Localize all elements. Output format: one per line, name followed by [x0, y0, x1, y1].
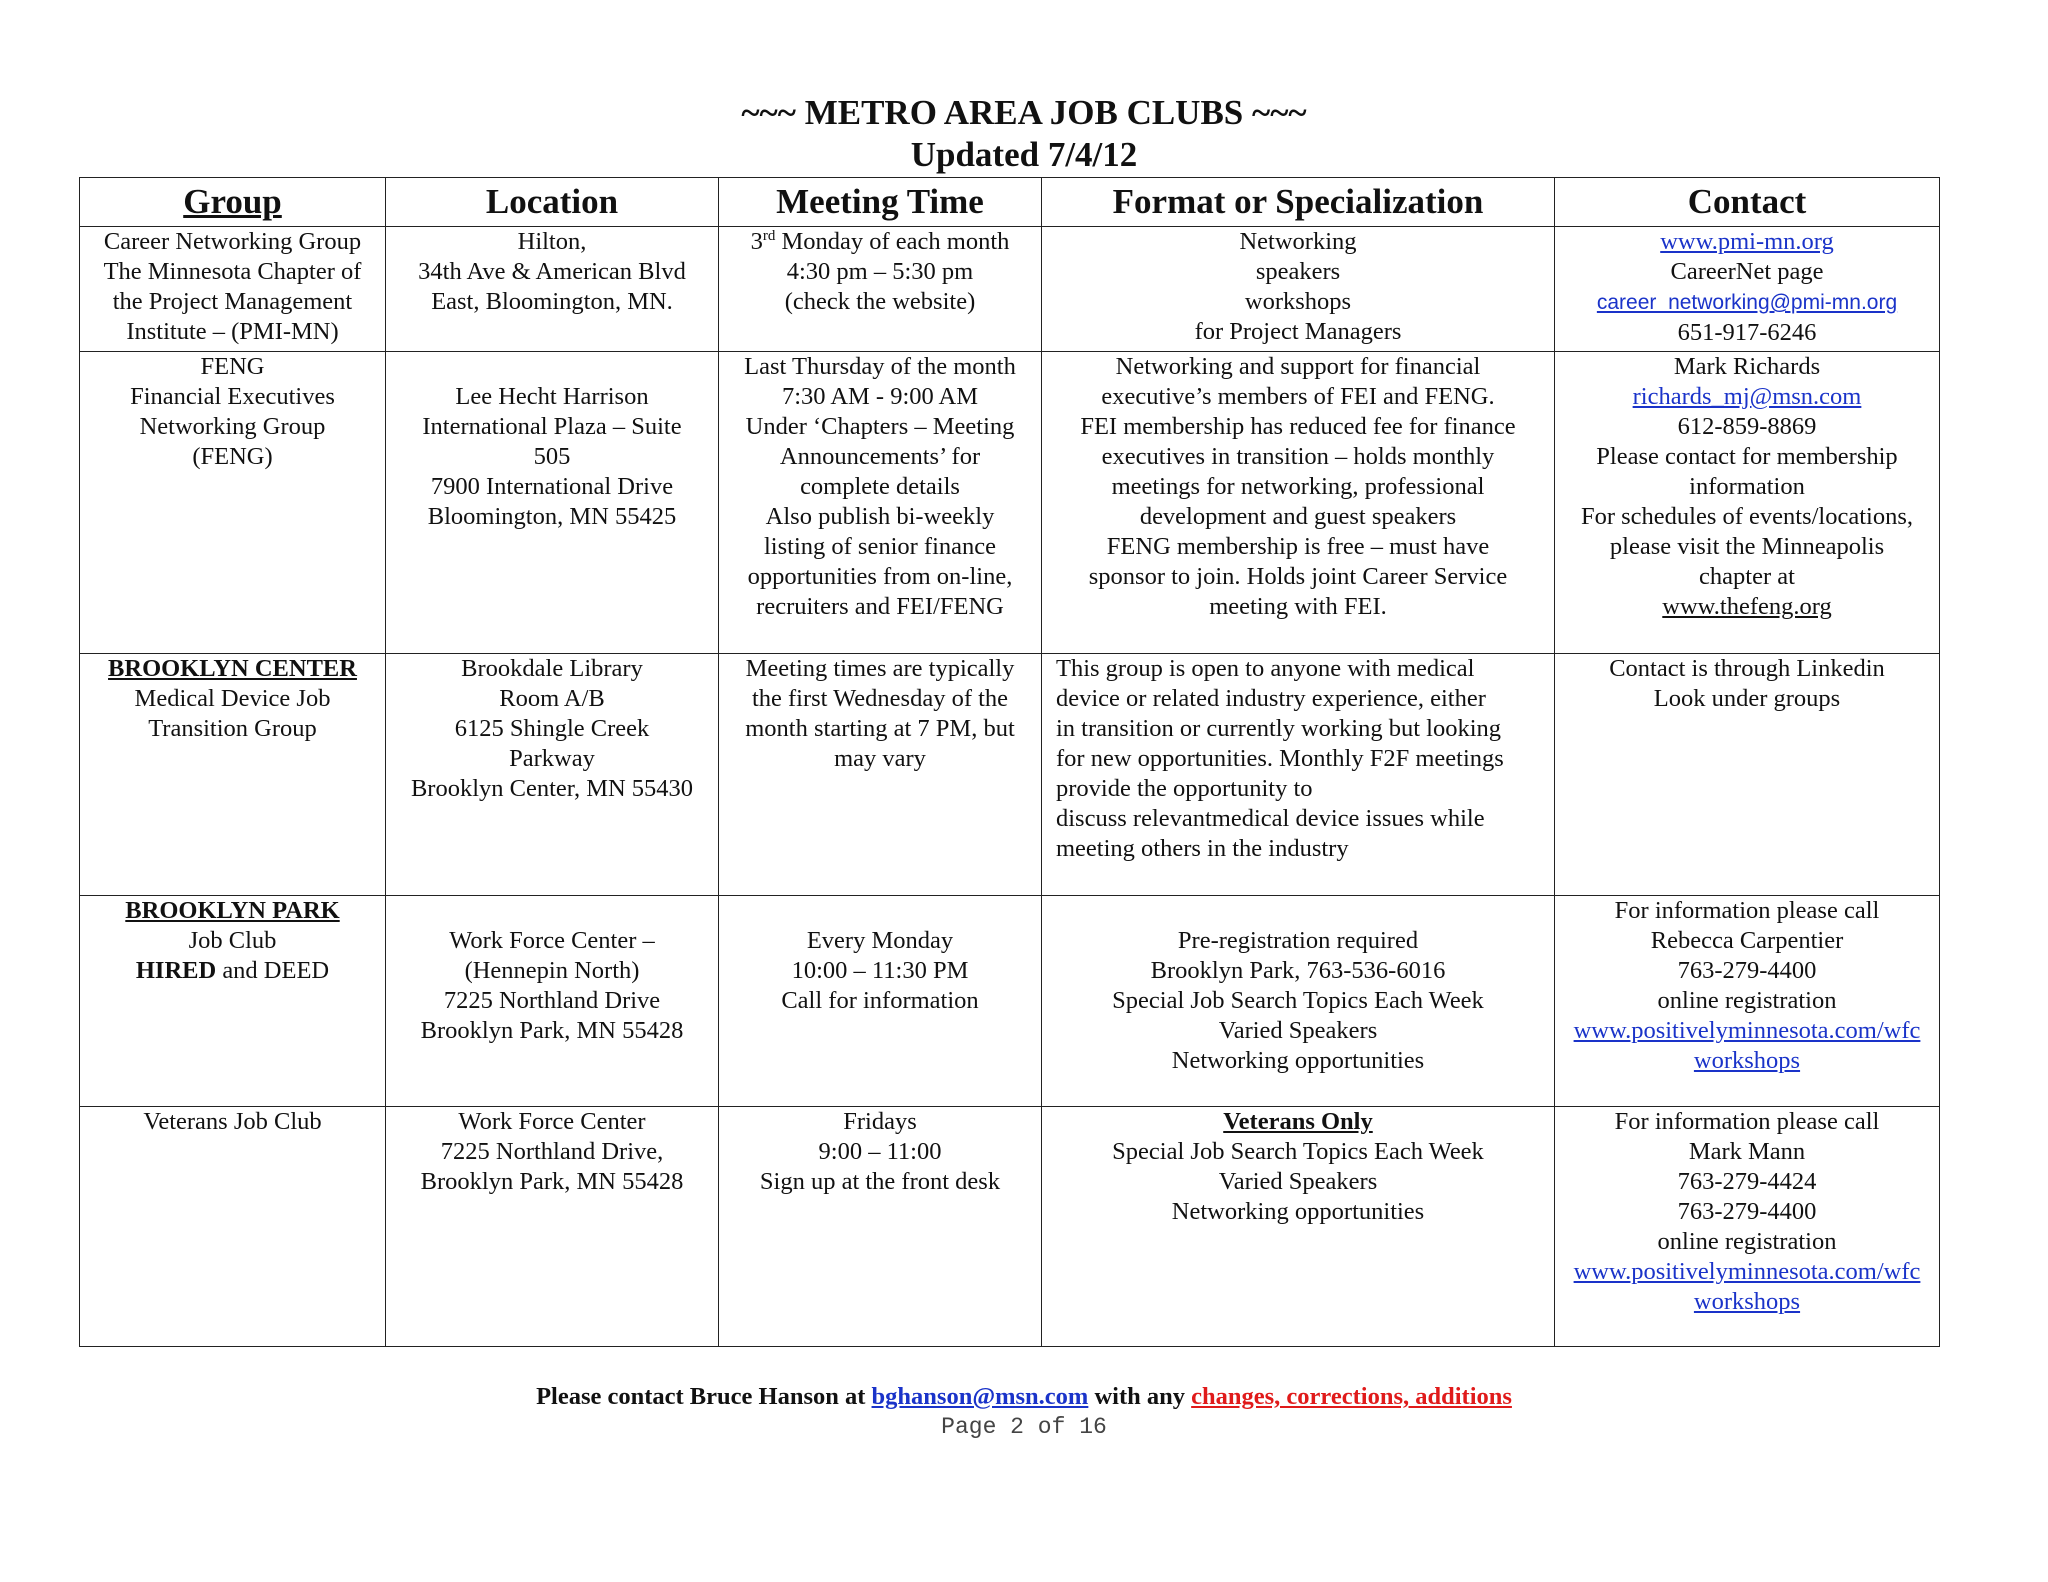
- format-cell: Veterans Only Special Job Search Topics Each Week Varied Speakers Networking opportunities: [1042, 1107, 1555, 1347]
- meeting-time-cell: Last Thursday of the month 7:30 AM - 9:00 AM Under ‘Chapters – Meeting Announcements’ for complete details Also publish bi-weekly listing of senior finance opportunities from on-line, recruiters and FEI/FENG: [719, 352, 1042, 654]
- table-row: [80, 654, 1940, 896]
- wfc-workshops-link[interactable]: www.positivelyminnesota.com/wfc: [1573, 1258, 1921, 1285]
- footer-highlight: changes, corrections, additions: [1191, 1383, 1512, 1410]
- group-cell: FENG Financial Executives Networking Group (FENG): [80, 352, 386, 654]
- location-cell: Work Force Center 7225 Northland Drive, Brooklyn Park, MN 55428: [386, 1107, 719, 1347]
- wfc-workshops-link[interactable]: www.positivelyminnesota.com/wfc: [1573, 1017, 1921, 1044]
- meeting-time-cell: Fridays 9:00 – 11:00 Sign up at the front desk: [719, 1107, 1042, 1347]
- location-cell: Lee Hecht Harrison International Plaza – Suite 505 7900 International Drive Bloomington, MN 55425: [386, 352, 719, 654]
- group-cell: Career Networking Group The Minnesota Chapter of the Project Management Institute – (PMI-MN): [80, 227, 386, 352]
- column-header-group: Group: [80, 178, 386, 227]
- contact-cell: Mark Richards richards_mj@msn.com 612-859-8869 Please contact for membership information For schedules of events/locations, please visit the Minneapolis chapter at www.thefeng.org: [1555, 352, 1940, 654]
- group-cell: Veterans Job Club: [80, 1107, 386, 1347]
- format-cell: Pre-registration required Brooklyn Park, 763-536-6016 Special Job Search Topics Each Week Varied Speakers Networking opportunities: [1042, 896, 1555, 1107]
- meeting-time-cell: Meeting times are typically the first Wednesday of the month starting at 7 PM, but may vary: [719, 654, 1042, 896]
- table-header-row: [80, 178, 1940, 227]
- contact-cell: www.pmi-mn.org CareerNet page career_networking@pmi-mn.org 651-917-6246: [1555, 227, 1940, 352]
- column-header-meeting-time: Meeting Time: [719, 178, 1042, 227]
- contact-cell: For information please call Mark Mann 763-279-4424 763-279-4400 online registration www.positivelyminnesota.com/wfc workshops: [1555, 1107, 1940, 1347]
- feng-website-link[interactable]: www.thefeng.org: [1662, 593, 1832, 620]
- group-heading: BROOKLYN CENTER: [108, 655, 357, 682]
- pmi-email-link[interactable]: career_networking@pmi-mn.org: [1596, 291, 1898, 314]
- page-number: Page 2 of 16: [941, 1414, 1107, 1440]
- column-header-location: Location: [386, 178, 719, 227]
- column-header-contact: Contact: [1555, 178, 1940, 227]
- veterans-only-heading: Veterans Only: [1223, 1108, 1373, 1135]
- footer-prefix: Please contact Bruce Hanson at: [536, 1383, 872, 1410]
- meeting-time-cell: Every Monday 10:00 – 11:30 PM Call for information: [719, 896, 1042, 1107]
- wfc-workshops-link-continued[interactable]: workshops: [1693, 1047, 1801, 1074]
- group-cell: BROOKLYN PARK Job Club HIRED and DEED: [80, 896, 386, 1107]
- feng-email-link[interactable]: richards_mj@msn.com: [1632, 383, 1862, 410]
- table-row: [80, 227, 1940, 352]
- table-row: [80, 896, 1940, 1107]
- job-clubs-table: [79, 177, 1940, 1347]
- location-cell: Brookdale Library Room A/B 6125 Shingle Creek Parkway Brooklyn Center, MN 55430: [386, 654, 719, 896]
- format-cell: Networking and support for financial executive’s members of FEI and FENG. FEI membership has reduced fee for finance executives in transition – holds monthly meetings for networking, professional development and guest speakers FENG membership is free – must have sponsor to join. Holds joint Career Service meeting with FEI.: [1042, 352, 1555, 654]
- contact-cell: For information please call Rebecca Carpentier 763-279-4400 online registration www.positivelyminnesota.com/wfc workshops: [1555, 896, 1940, 1107]
- footer-note: [0, 1382, 2048, 1412]
- title-line: ~~~ METRO AREA JOB CLUBS ~~~: [741, 93, 1307, 132]
- meeting-time-cell: 3rd Monday of each month 4:30 pm – 5:30 pm (check the website): [719, 227, 1042, 352]
- footer-email-link[interactable]: bghanson@msn.com: [871, 1383, 1089, 1410]
- table-row: [80, 352, 1940, 654]
- updated-line: Updated 7/4/12: [910, 135, 1138, 174]
- format-cell: Networking speakers workshops for Project Managers: [1042, 227, 1555, 352]
- format-cell: This group is open to anyone with medical device or related industry experience, either in transition or currently working but looking for new opportunities. Monthly F2F meetings provide the opportunity to discuss relevantmedical device issues while meeting others in the industry: [1042, 654, 1555, 896]
- document-title: [0, 92, 2048, 176]
- contact-cell: Contact is through Linkedin Look under groups: [1555, 654, 1940, 896]
- location-cell: Work Force Center – (Hennepin North) 7225 Northland Drive Brooklyn Park, MN 55428: [386, 896, 719, 1107]
- pmi-website-link[interactable]: www.pmi-mn.org: [1660, 228, 1834, 255]
- group-cell: BROOKLYN CENTER Medical Device Job Transition Group: [80, 654, 386, 896]
- footer-middle: with any: [1088, 1383, 1192, 1410]
- wfc-workshops-link-continued[interactable]: workshops: [1693, 1288, 1801, 1315]
- group-heading: BROOKLYN PARK: [125, 897, 340, 924]
- table-row: [80, 1107, 1940, 1347]
- location-cell: Hilton, 34th Ave & American Blvd East, Bloomington, MN.: [386, 227, 719, 352]
- column-header-format: Format or Specialization: [1042, 178, 1555, 227]
